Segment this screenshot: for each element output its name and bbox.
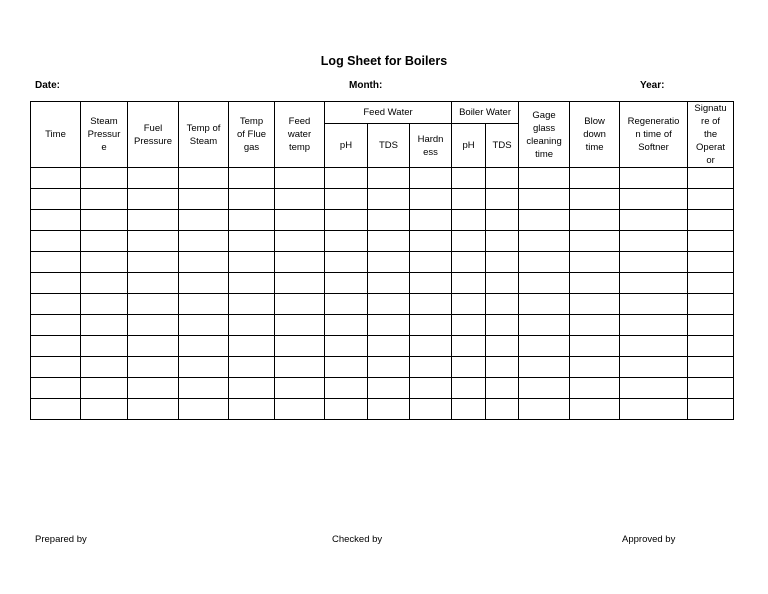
log-cell[interactable] bbox=[519, 315, 570, 336]
log-cell[interactable] bbox=[31, 168, 81, 189]
log-cell[interactable] bbox=[688, 378, 734, 399]
log-cell[interactable] bbox=[570, 294, 620, 315]
header-line: Temp bbox=[239, 116, 264, 127]
log-cell[interactable] bbox=[128, 231, 179, 252]
log-cell[interactable] bbox=[486, 315, 519, 336]
log-row bbox=[31, 378, 734, 399]
log-cell[interactable] bbox=[410, 252, 452, 273]
prepared-by-label: Prepared by bbox=[35, 534, 87, 545]
approved-by-label: Approved by bbox=[622, 534, 676, 545]
log-cell[interactable] bbox=[325, 189, 368, 210]
log-cell[interactable] bbox=[128, 189, 179, 210]
header-line: Temp of bbox=[186, 122, 221, 134]
log-cell[interactable] bbox=[486, 357, 519, 378]
log-cell[interactable] bbox=[688, 189, 734, 210]
log-cell[interactable] bbox=[31, 357, 81, 378]
log-cell[interactable] bbox=[275, 399, 325, 420]
log-cell[interactable] bbox=[688, 168, 734, 189]
boiler-log-table bbox=[30, 101, 734, 420]
log-cell[interactable] bbox=[519, 252, 570, 273]
header-line: Signatu bbox=[694, 103, 727, 114]
log-cell[interactable] bbox=[179, 399, 229, 420]
log-cell[interactable] bbox=[688, 273, 734, 294]
header-time-text: Time bbox=[45, 129, 66, 140]
log-cell[interactable] bbox=[229, 168, 275, 189]
header-feed-hardness bbox=[410, 124, 452, 168]
log-cell[interactable] bbox=[128, 315, 179, 336]
log-row bbox=[31, 168, 734, 189]
log-cell[interactable] bbox=[229, 210, 275, 231]
log-cell[interactable] bbox=[620, 336, 688, 357]
header-line: ess bbox=[423, 146, 438, 158]
log-cell[interactable] bbox=[325, 315, 368, 336]
header-line: time bbox=[535, 148, 554, 160]
log-cell[interactable] bbox=[688, 399, 734, 420]
log-cell[interactable] bbox=[620, 315, 688, 336]
log-cell[interactable] bbox=[519, 399, 570, 420]
log-cell[interactable] bbox=[229, 294, 275, 315]
log-cell[interactable] bbox=[81, 231, 128, 252]
log-cell[interactable] bbox=[519, 378, 570, 399]
checked-by-label: Checked by bbox=[332, 534, 383, 545]
log-cell[interactable] bbox=[368, 231, 410, 252]
log-cell[interactable] bbox=[570, 273, 620, 294]
log-cell[interactable] bbox=[570, 252, 620, 273]
log-cell[interactable] bbox=[620, 252, 688, 273]
header-line: Pressure bbox=[133, 135, 172, 147]
log-cell[interactable] bbox=[486, 273, 519, 294]
log-row bbox=[31, 336, 734, 357]
log-cell[interactable] bbox=[452, 231, 486, 252]
header-temp-flue-gas bbox=[229, 102, 275, 168]
header-line: water bbox=[287, 129, 312, 140]
log-row bbox=[31, 357, 734, 378]
log-cell[interactable] bbox=[325, 252, 368, 273]
log-cell[interactable] bbox=[275, 231, 325, 252]
log-cell[interactable] bbox=[179, 336, 229, 357]
log-cell[interactable] bbox=[81, 252, 128, 273]
log-cell[interactable] bbox=[452, 210, 486, 231]
log-cell[interactable] bbox=[452, 357, 486, 378]
log-cell[interactable] bbox=[452, 189, 486, 210]
log-cell[interactable] bbox=[128, 336, 179, 357]
log-cell[interactable] bbox=[81, 378, 128, 399]
log-cell[interactable] bbox=[275, 315, 325, 336]
header-boiler-ph bbox=[452, 124, 486, 168]
log-cell[interactable] bbox=[229, 357, 275, 378]
log-cell[interactable] bbox=[275, 294, 325, 315]
log-cell[interactable] bbox=[570, 168, 620, 189]
header-boiler-water-text: Boiler Water bbox=[459, 107, 511, 118]
header-line: Pressur bbox=[87, 129, 121, 140]
log-cell[interactable] bbox=[620, 210, 688, 231]
log-cell[interactable] bbox=[325, 273, 368, 294]
log-cell[interactable] bbox=[410, 357, 452, 378]
log-cell[interactable] bbox=[620, 168, 688, 189]
header-blow-down bbox=[570, 102, 620, 168]
log-cell[interactable] bbox=[81, 357, 128, 378]
log-cell[interactable] bbox=[31, 189, 81, 210]
log-row bbox=[31, 315, 734, 336]
header-line: Steam bbox=[189, 135, 218, 147]
log-cell[interactable] bbox=[620, 273, 688, 294]
log-cell[interactable] bbox=[325, 357, 368, 378]
log-cell[interactable] bbox=[368, 399, 410, 420]
header-line: time bbox=[585, 142, 604, 153]
log-cell[interactable] bbox=[452, 168, 486, 189]
log-cell[interactable] bbox=[452, 399, 486, 420]
log-cell[interactable] bbox=[452, 252, 486, 273]
log-cell[interactable] bbox=[452, 294, 486, 315]
log-cell[interactable] bbox=[570, 378, 620, 399]
log-cell[interactable] bbox=[368, 294, 410, 315]
log-cell[interactable] bbox=[368, 189, 410, 210]
header-line: Gage bbox=[532, 109, 556, 121]
log-cell[interactable] bbox=[368, 168, 410, 189]
header-line: n time of bbox=[635, 129, 672, 140]
log-row bbox=[31, 189, 734, 210]
header-line: Fuel bbox=[143, 122, 163, 134]
log-cell[interactable] bbox=[81, 294, 128, 315]
header-line: Blow bbox=[584, 116, 605, 127]
header-line: Feed bbox=[288, 116, 311, 127]
log-cell[interactable] bbox=[688, 294, 734, 315]
log-cell[interactable] bbox=[410, 189, 452, 210]
header-line: e bbox=[101, 142, 107, 153]
log-cell[interactable] bbox=[128, 273, 179, 294]
header-line: cleaning bbox=[526, 135, 562, 147]
log-cell[interactable] bbox=[620, 189, 688, 210]
header-boiler-ph-text: pH bbox=[462, 140, 475, 151]
log-cell[interactable] bbox=[368, 336, 410, 357]
header-line: Steam bbox=[90, 116, 118, 127]
header-line: temp bbox=[288, 142, 311, 153]
log-cell[interactable] bbox=[410, 378, 452, 399]
header-feed-water-group bbox=[325, 102, 452, 124]
log-cell[interactable] bbox=[128, 252, 179, 273]
log-cell[interactable] bbox=[229, 399, 275, 420]
log-cell[interactable] bbox=[688, 315, 734, 336]
header-gage-glass bbox=[519, 102, 570, 168]
log-cell[interactable] bbox=[81, 168, 128, 189]
log-row bbox=[31, 273, 734, 294]
log-cell[interactable] bbox=[519, 273, 570, 294]
log-cell[interactable] bbox=[81, 210, 128, 231]
log-cell[interactable] bbox=[275, 336, 325, 357]
log-cell[interactable] bbox=[325, 399, 368, 420]
log-cell[interactable] bbox=[275, 168, 325, 189]
header-signature bbox=[688, 102, 734, 168]
log-cell[interactable] bbox=[31, 315, 81, 336]
log-cell[interactable] bbox=[179, 315, 229, 336]
log-cell[interactable] bbox=[368, 210, 410, 231]
header-line: down bbox=[583, 129, 606, 140]
log-cell[interactable] bbox=[179, 210, 229, 231]
header-line: re of bbox=[701, 116, 721, 127]
page-title: Log Sheet for Boilers bbox=[320, 54, 448, 68]
log-cell[interactable] bbox=[31, 378, 81, 399]
log-cell[interactable] bbox=[229, 315, 275, 336]
log-cell[interactable] bbox=[31, 273, 81, 294]
log-cell[interactable] bbox=[31, 399, 81, 420]
log-cell[interactable] bbox=[410, 210, 452, 231]
log-cell[interactable] bbox=[410, 294, 452, 315]
log-cell[interactable] bbox=[410, 231, 452, 252]
header-line: Softner bbox=[638, 142, 669, 153]
header-feed-tds-text: TDS bbox=[379, 140, 398, 151]
log-cell[interactable] bbox=[519, 210, 570, 231]
log-cell[interactable] bbox=[275, 357, 325, 378]
log-cell[interactable] bbox=[452, 315, 486, 336]
log-cell[interactable] bbox=[325, 168, 368, 189]
log-body bbox=[31, 168, 734, 420]
log-cell[interactable] bbox=[81, 336, 128, 357]
log-cell[interactable] bbox=[368, 315, 410, 336]
log-cell[interactable] bbox=[128, 294, 179, 315]
log-cell[interactable] bbox=[570, 336, 620, 357]
log-cell[interactable] bbox=[410, 399, 452, 420]
header-feed-ph-text: pH bbox=[339, 140, 353, 151]
log-cell[interactable] bbox=[81, 315, 128, 336]
log-cell[interactable] bbox=[688, 252, 734, 273]
log-cell[interactable] bbox=[519, 294, 570, 315]
header-boiler-water-group bbox=[452, 102, 519, 124]
log-cell[interactable] bbox=[620, 357, 688, 378]
header-line: of Flue bbox=[236, 129, 267, 140]
log-cell[interactable] bbox=[452, 336, 486, 357]
header-line: gas bbox=[243, 142, 260, 153]
log-cell[interactable] bbox=[128, 378, 179, 399]
log-cell[interactable] bbox=[486, 168, 519, 189]
log-row bbox=[31, 399, 734, 420]
log-cell[interactable] bbox=[275, 252, 325, 273]
date-label: Date: bbox=[35, 80, 61, 91]
log-cell[interactable] bbox=[368, 273, 410, 294]
log-cell[interactable] bbox=[179, 273, 229, 294]
log-cell[interactable] bbox=[410, 315, 452, 336]
log-row bbox=[31, 231, 734, 252]
header-boiler-tds-text: TDS bbox=[492, 140, 512, 151]
log-cell[interactable] bbox=[179, 168, 229, 189]
log-cell[interactable] bbox=[325, 378, 368, 399]
log-cell[interactable] bbox=[519, 189, 570, 210]
log-cell[interactable] bbox=[519, 357, 570, 378]
log-cell[interactable] bbox=[31, 210, 81, 231]
header-feed-ph bbox=[325, 124, 368, 168]
log-cell[interactable] bbox=[368, 357, 410, 378]
log-cell[interactable] bbox=[688, 357, 734, 378]
log-cell[interactable] bbox=[179, 252, 229, 273]
log-cell[interactable] bbox=[519, 231, 570, 252]
log-row bbox=[31, 294, 734, 315]
log-cell[interactable] bbox=[81, 189, 128, 210]
month-label: Month: bbox=[349, 80, 383, 91]
log-cell[interactable] bbox=[570, 399, 620, 420]
log-cell[interactable] bbox=[179, 357, 229, 378]
log-row bbox=[31, 252, 734, 273]
log-cell[interactable] bbox=[620, 378, 688, 399]
log-cell[interactable] bbox=[325, 336, 368, 357]
log-cell[interactable] bbox=[368, 252, 410, 273]
log-cell[interactable] bbox=[128, 399, 179, 420]
header-feed-water-temp bbox=[275, 102, 325, 168]
log-cell[interactable] bbox=[368, 378, 410, 399]
header-line: glass bbox=[532, 122, 556, 134]
log-cell[interactable] bbox=[620, 399, 688, 420]
log-cell[interactable] bbox=[128, 210, 179, 231]
log-cell[interactable] bbox=[519, 168, 570, 189]
log-cell[interactable] bbox=[179, 294, 229, 315]
log-cell[interactable] bbox=[688, 231, 734, 252]
header-regeneration bbox=[620, 102, 688, 168]
log-cell[interactable] bbox=[410, 273, 452, 294]
header-fuel-pressure bbox=[128, 102, 179, 168]
log-cell[interactable] bbox=[570, 189, 620, 210]
header-boiler-tds bbox=[486, 124, 519, 168]
year-label: Year: bbox=[640, 80, 665, 91]
log-cell[interactable] bbox=[179, 378, 229, 399]
log-cell[interactable] bbox=[31, 231, 81, 252]
header-time bbox=[31, 102, 81, 168]
header-line: Operat bbox=[696, 142, 726, 153]
header-line: the bbox=[703, 129, 718, 140]
log-cell[interactable] bbox=[570, 210, 620, 231]
log-cell[interactable] bbox=[486, 336, 519, 357]
log-cell[interactable] bbox=[179, 231, 229, 252]
log-cell[interactable] bbox=[229, 273, 275, 294]
log-cell[interactable] bbox=[486, 294, 519, 315]
log-cell[interactable] bbox=[410, 336, 452, 357]
log-cell[interactable] bbox=[570, 357, 620, 378]
log-cell[interactable] bbox=[486, 378, 519, 399]
header-feed-tds bbox=[368, 124, 410, 168]
log-cell[interactable] bbox=[410, 168, 452, 189]
log-cell[interactable] bbox=[325, 210, 368, 231]
log-cell[interactable] bbox=[179, 189, 229, 210]
log-cell[interactable] bbox=[688, 210, 734, 231]
log-cell[interactable] bbox=[31, 252, 81, 273]
log-cell[interactable] bbox=[275, 378, 325, 399]
log-cell[interactable] bbox=[486, 231, 519, 252]
log-cell[interactable] bbox=[486, 210, 519, 231]
log-cell[interactable] bbox=[229, 189, 275, 210]
log-cell[interactable] bbox=[229, 231, 275, 252]
log-cell[interactable] bbox=[452, 378, 486, 399]
header-feed-water-text: Feed Water bbox=[363, 107, 413, 118]
log-cell[interactable] bbox=[570, 231, 620, 252]
log-cell[interactable] bbox=[486, 399, 519, 420]
log-cell[interactable] bbox=[486, 252, 519, 273]
log-cell[interactable] bbox=[519, 336, 570, 357]
log-cell[interactable] bbox=[570, 315, 620, 336]
log-cell[interactable] bbox=[128, 357, 179, 378]
header-line: or bbox=[706, 155, 715, 166]
log-cell[interactable] bbox=[452, 273, 486, 294]
log-cell[interactable] bbox=[620, 294, 688, 315]
log-cell[interactable] bbox=[275, 273, 325, 294]
log-cell[interactable] bbox=[486, 189, 519, 210]
header-line: Hardn bbox=[417, 133, 444, 145]
header-temp-steam bbox=[179, 102, 229, 168]
log-cell[interactable] bbox=[688, 336, 734, 357]
log-cell[interactable] bbox=[275, 189, 325, 210]
log-cell[interactable] bbox=[275, 210, 325, 231]
log-cell[interactable] bbox=[31, 336, 81, 357]
header-steam-pressure bbox=[81, 102, 128, 168]
log-row bbox=[31, 210, 734, 231]
log-cell[interactable] bbox=[128, 168, 179, 189]
log-cell[interactable] bbox=[81, 273, 128, 294]
header-line: Regeneratio bbox=[627, 116, 680, 127]
log-cell[interactable] bbox=[229, 336, 275, 357]
log-cell[interactable] bbox=[229, 378, 275, 399]
log-cell[interactable] bbox=[325, 294, 368, 315]
log-cell[interactable] bbox=[325, 231, 368, 252]
log-cell[interactable] bbox=[81, 399, 128, 420]
log-cell[interactable] bbox=[31, 294, 81, 315]
log-cell[interactable] bbox=[620, 231, 688, 252]
log-cell[interactable] bbox=[229, 252, 275, 273]
